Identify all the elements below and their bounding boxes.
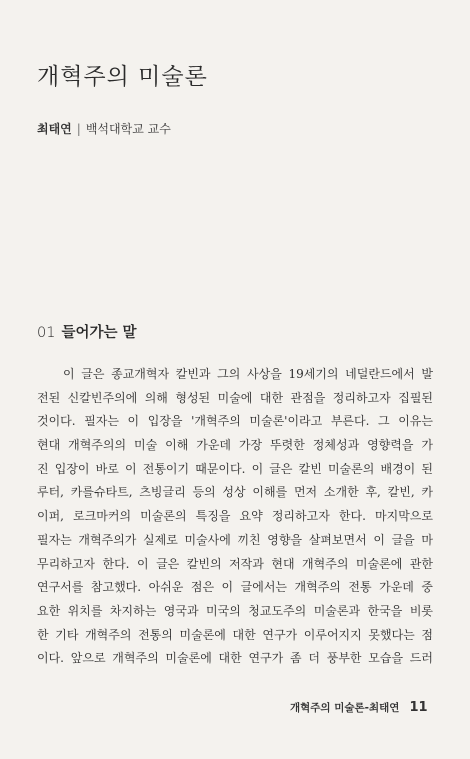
chapter-title: 개혁주의 미술론 — [37, 64, 208, 90]
body-line: 현대 개혁주의의 미술 이해 가운데 가장 뚜렷한 정체성과 영향력을 가 — [37, 438, 433, 453]
body-line: 연구서를 참고했다. 아쉬운 점은 이 글에서는 개혁주의 전통 가운데 중 — [37, 580, 433, 595]
page-number: 11 — [409, 700, 428, 715]
author-name: 최태연 — [37, 122, 72, 136]
body-paragraph — [37, 363, 433, 671]
body-line: 진 입장이 바로 이 전통이기 때문이다. 이 글은 칼빈 미술론의 배경이 된 — [37, 461, 433, 476]
author-affiliation: 백석대학교 교수 — [85, 122, 171, 136]
body-line: 한 기타 개혁주의 전통의 미술론에 대한 연구가 이루어지지 못했다는 점 — [37, 627, 433, 642]
body-line: 것이다. 필자는 이 입장을 '개혁주의 미술론'이라고 부른다. 그 이유는 — [37, 414, 433, 429]
body-line: 무리하고자 한다. 이 글은 칼빈의 저작과 현대 개혁주의 미술론에 관한 — [37, 556, 433, 571]
body-line: 전된 신칼빈주의에 의해 형성된 미술에 대한 관점을 정리하고자 집필된 — [37, 390, 433, 405]
body-line: 이다. 앞으로 개혁주의 미술론에 대한 연구가 좀 더 풍부한 모습을 드러 — [37, 651, 433, 666]
author-separator: | — [76, 122, 81, 136]
body-line: 루터, 카를슈타트, 츠빙글리 등의 성상 이해를 먼저 소개한 후, 칼빈, 카 — [37, 485, 433, 500]
body-line: 필자는 개혁주의가 실제로 미술사에 끼친 영향을 살펴보면서 이 글을 마 — [37, 532, 433, 547]
section-title: 들어가는 말 — [61, 325, 137, 341]
page-footer — [290, 700, 428, 715]
section-number: 01 — [37, 325, 56, 341]
body-line: 요한 위치를 차지하는 영국과 미국의 청교도주의 미술론과 한국을 비롯 — [37, 603, 433, 618]
body-line: 이퍼, 로크마커의 미술론의 특징을 요약 정리하고자 한다. 마지막으로 — [37, 509, 433, 524]
body-line: 이 글은 종교개혁자 칼빈과 그의 사상을 19세기의 네덜란드에서 발 — [63, 367, 433, 381]
section-heading — [37, 321, 137, 342]
running-head: 개혁주의 미술론-최태연 — [290, 702, 400, 714]
author-line — [37, 120, 171, 137]
